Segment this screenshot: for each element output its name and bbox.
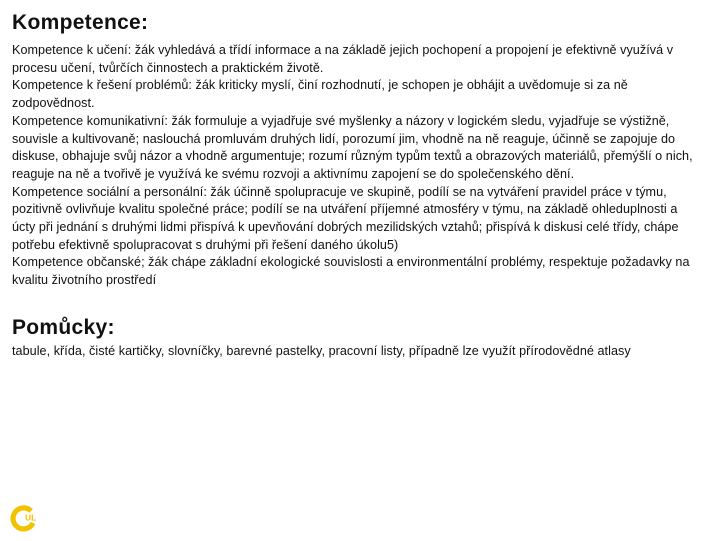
pomucky-body [12,343,702,361]
pomucky-heading: Pomůcky: [12,316,115,339]
kompetence-k-reseni-problemu-paragraph: Kompetence k řešení problémů: žák kriticky myslí, činí rozhodnutí, je schopen je obhájit a uvědomuje si za ně zodpovědnost. [12,78,628,111]
kompetence-socialni-a-personalni-paragraph: Kompetence sociální a personální: žák účinně spolupracuje ve skupině, podílí se na vytváření pravidel práce v týmu, pozitivně ovlivňuje kvalitu společné práce; podílí se na utváření příjemné atmosféry v týmu, na základě ohleduplnosti a úcty při jednání s druhými lidmi přispívá k upevňování dobrých mezilidských vztahů; přispívá k diskusi celé třídy, chápe potřebu efektivně spolupracovat s druhými při řešení daného úkolu5) [12,184,679,252]
pomucky-text: tabule, křída, čisté kartičky, slovníčky, barevné pastelky, pracovní listy, případně lze využít přírodovědné atlasy [12,344,631,358]
logo-text: UL [25,512,37,523]
ul-logo-graphic [7,502,41,536]
kompetence-komunikativni-paragraph: Kompetence komunikativní: žák formuluje a vyjadřuje své myšlenky a názory v logickém sledu, vyjadřuje se výstižně, souvisle a kultivovaně; naslouchá promluvám druhých lidí, porozumí jim, vhodně na ně reaguje, účinně se zapojuje do diskuse, obhajuje svůj názor a vhodně argumentuje; rozumí různým typům textů a obrazových materiálů, přemýšlí o nich, reaguje na ně a tvořivě je využívá ke svému rozvoji a aktivnímu zapojení se do společenského dění. [12,113,693,181]
kompetence-k-uceni-paragraph: Kompetence k učení: žák vyhledává a třídí informace a na základě jejich pochopení a propojení je efektivně využívá v procesu učení, tvůrčích činnostech a praktickém životě. [12,43,674,75]
kompetence-heading: Kompetence: [12,11,149,34]
kompetence-body [12,42,702,290]
kompetence-obcanske-paragraph: Kompetence občanské; žák chápe základní ekologické souvislosti a environmentální problémy, respektuje požadavky na kvalitu životního prostředí [12,255,690,288]
ul-logo-icon [7,502,41,536]
